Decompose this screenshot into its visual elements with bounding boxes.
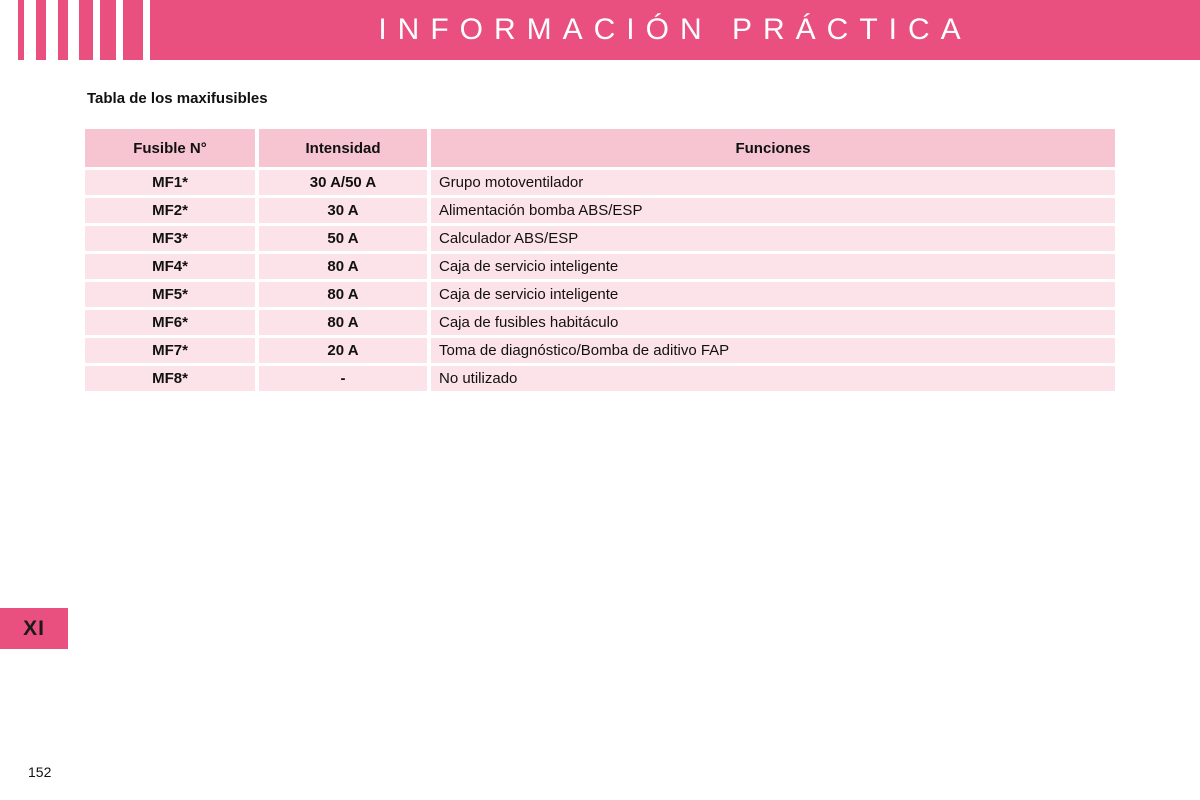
fuse-number: MF8* xyxy=(85,366,255,391)
header-stripe xyxy=(79,0,93,60)
fuse-intensity: 30 A/50 A xyxy=(259,170,427,195)
fuse-intensity: - xyxy=(259,366,427,391)
fuse-function: Caja de servicio inteligente xyxy=(431,282,1115,307)
table-row xyxy=(85,226,1115,251)
table-row xyxy=(85,366,1115,391)
header-stripe xyxy=(58,0,68,60)
fuse-function: Grupo motoventilador xyxy=(431,170,1115,195)
fuse-intensity: 80 A xyxy=(259,282,427,307)
header-stripe xyxy=(36,0,46,60)
table-row xyxy=(85,338,1115,363)
fuse-intensity: 20 A xyxy=(259,338,427,363)
column-header-intensity: Intensidad xyxy=(259,129,427,167)
section-title: Tabla de los maxifusibles xyxy=(87,90,268,107)
column-header-fuse: Fusible N° xyxy=(85,129,255,167)
table-row xyxy=(85,254,1115,279)
column-header-functions: Funciones xyxy=(431,129,1115,167)
fuse-intensity: 30 A xyxy=(259,198,427,223)
fuse-number: MF6* xyxy=(85,310,255,335)
fuse-function: Caja de servicio inteligente xyxy=(431,254,1115,279)
fuse-function: Caja de fusibles habitáculo xyxy=(431,310,1115,335)
fuse-function: Alimentación bomba ABS/ESP xyxy=(431,198,1115,223)
fuse-function: No utilizado xyxy=(431,366,1115,391)
fuse-number: MF3* xyxy=(85,226,255,251)
page-number: 152 xyxy=(28,764,52,780)
fuse-function: Calculador ABS/ESP xyxy=(431,226,1115,251)
fuse-function: Toma de diagnóstico/Bomba de aditivo FAP xyxy=(431,338,1115,363)
fuse-intensity: 80 A xyxy=(259,310,427,335)
header-stripe xyxy=(100,0,116,60)
table-row xyxy=(85,310,1115,335)
fuse-number: MF5* xyxy=(85,282,255,307)
fuse-number: MF4* xyxy=(85,254,255,279)
fuse-number: MF1* xyxy=(85,170,255,195)
header-stripe xyxy=(123,0,143,60)
page-header xyxy=(0,0,1200,60)
fuse-intensity: 50 A xyxy=(259,226,427,251)
header-stripe xyxy=(18,0,24,60)
fuse-intensity: 80 A xyxy=(259,254,427,279)
table-row xyxy=(85,282,1115,307)
maxifuse-table xyxy=(81,126,1119,394)
fuse-number: MF7* xyxy=(85,338,255,363)
page-title: INFORMACIÓN PRÁCTICA xyxy=(378,13,972,46)
chapter-tab: XI xyxy=(0,608,68,649)
table-header-row xyxy=(85,129,1115,167)
table-row xyxy=(85,170,1115,195)
fuse-number: MF2* xyxy=(85,198,255,223)
table-row xyxy=(85,198,1115,223)
